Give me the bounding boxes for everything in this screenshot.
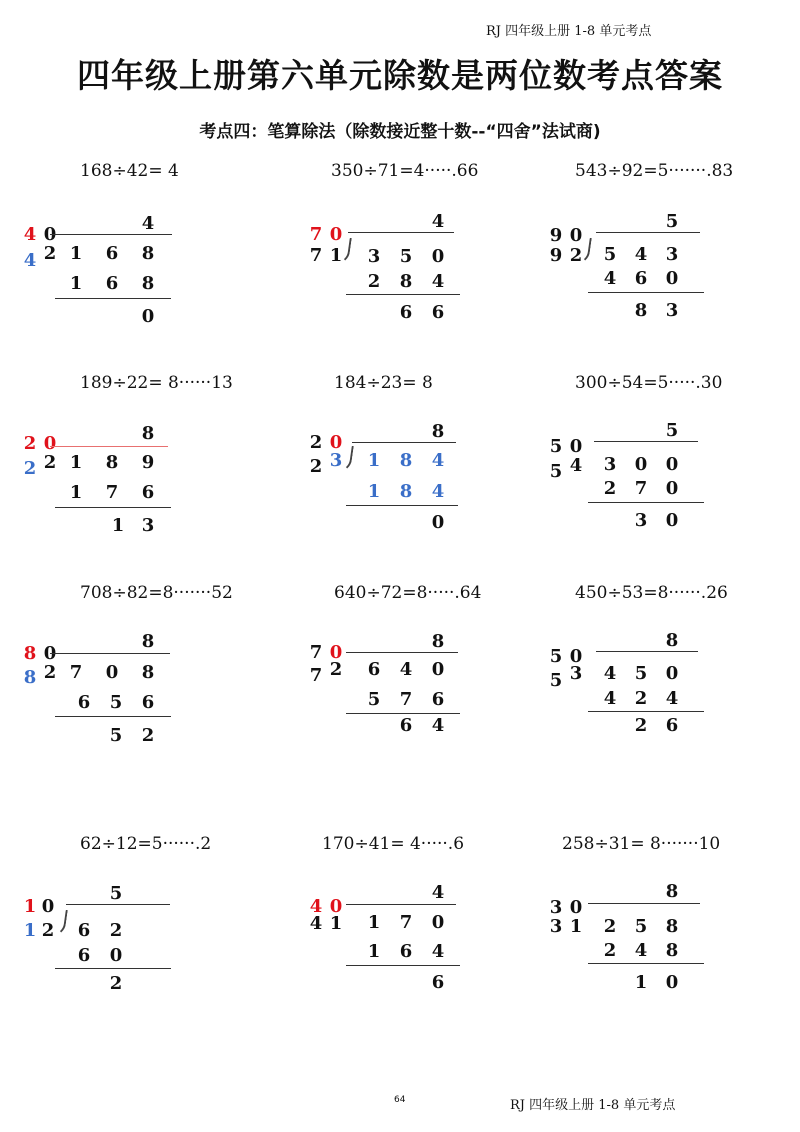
divisor-top-digit: 5 [549,436,563,457]
dividend-digit: 0 [665,454,679,475]
divisor-bottom-digit: 7 [309,245,323,266]
dividend-digit: 0 [665,663,679,684]
divisor-bottom-digit: 2 [43,662,57,683]
division-bracket [332,238,352,264]
subtraction-line [588,963,704,964]
product-digit: 2 [634,688,648,709]
remainder-digit: 3 [634,510,648,531]
dividend-digit: 8 [141,243,155,264]
subtraction-line [588,292,704,293]
divisor-top-digit: 7 [309,224,323,245]
quotient-digit: 4 [431,882,445,903]
quotient-digit: 8 [665,881,679,902]
quotient-digit: 8 [141,631,155,652]
header-label: RJ 四年级上册 1-8 单元考点 [486,24,652,39]
remainder-digit: 0 [665,972,679,993]
quotient-digit: 4 [431,211,445,232]
dividend-digit: 1 [367,450,381,471]
problem-1-equation: 168÷42= 4 [80,161,179,181]
subtraction-line [346,505,458,506]
divisor-top-digit: 0 [569,646,583,667]
product-digit: 1 [367,941,381,962]
subtraction-line [346,713,460,714]
remainder-digit: 2 [109,973,123,994]
divisor-bottom-digit: 1 [329,245,343,266]
remainder-digit: 8 [634,300,648,321]
divisor-top-digit: 0 [569,436,583,457]
remainder-digit: 6 [399,302,413,323]
subtraction-line [346,965,460,966]
problem-10-equation: 62÷12=5······.2 [80,834,212,854]
division-bar [352,442,456,443]
remainder-digit: 6 [431,972,445,993]
divisor-top-digit: 1 [23,896,37,917]
product-digit: 1 [69,482,83,503]
divisor-bottom-digit: 2 [43,452,57,473]
product-digit: 6 [77,692,91,713]
quotient-digit: 8 [141,423,155,444]
problem-4-equation: 189÷22= 8······13 [80,373,233,393]
divisor-top-digit: 4 [23,224,37,245]
product-digit: 7 [399,689,413,710]
product-digit: 6 [141,482,155,503]
product-digit: 4 [431,271,445,292]
remainder-digit: 5 [109,725,123,746]
dividend-digit: 3 [367,246,381,267]
dividend-digit: 7 [399,912,413,933]
dividend-digit: 5 [634,916,648,937]
quotient-digit: 8 [431,421,445,442]
dividend-digit: 8 [665,916,679,937]
product-digit: 0 [665,478,679,499]
dividend-digit: 7 [69,662,83,683]
dividend-digit: 3 [665,244,679,265]
divisor-bottom-digit: 9 [549,245,563,266]
dividend-digit: 9 [141,452,155,473]
divisor-bottom-digit: 1 [23,920,37,941]
remainder-digit: 3 [665,300,679,321]
problem-9-equation: 450÷53=8······.26 [575,583,728,603]
divisor-bottom-digit: 2 [43,243,57,264]
remainder-digit: 6 [431,302,445,323]
dividend-digit: 8 [399,450,413,471]
dividend-digit: 0 [431,246,445,267]
problem-11-equation: 170÷41= 4·····.6 [322,834,465,854]
subtraction-line [55,968,171,969]
division-bar [346,904,456,905]
quotient-digit: 5 [665,211,679,232]
divisor-bottom-digit: 4 [569,455,583,476]
subtraction-line [588,711,704,712]
divisor-top-digit: 8 [23,643,37,664]
product-digit: 8 [665,940,679,961]
product-digit: 1 [69,273,83,294]
page-number: 64 [394,1095,406,1105]
division-bracket [572,238,592,264]
product-digit: 8 [399,481,413,502]
remainder-digit: 6 [665,715,679,736]
divisor-top-digit: 0 [41,896,55,917]
divisor-top-digit: 7 [309,642,323,663]
remainder-digit: 0 [431,512,445,533]
dividend-digit: 4 [634,244,648,265]
page-title: 四年级上册第六单元除数是两位数考点答案 [77,56,723,95]
dividend-digit: 5 [603,244,617,265]
remainder-digit: 4 [431,715,445,736]
division-bar [50,234,172,235]
division-bar [596,232,700,233]
dividend-digit: 0 [431,912,445,933]
subtraction-line [588,502,704,503]
product-digit: 2 [603,478,617,499]
divisor-bottom-digit: 2 [23,458,37,479]
product-digit: 6 [105,273,119,294]
remainder-digit: 2 [141,725,155,746]
product-digit: 6 [634,268,648,289]
product-digit: 4 [431,941,445,962]
division-bracket [48,910,68,936]
subtraction-line [55,298,171,299]
divisor-bottom-digit: 2 [41,920,55,941]
product-digit: 4 [634,940,648,961]
remainder-digit: 1 [111,515,125,536]
product-digit: 6 [141,692,155,713]
division-bar [596,651,698,652]
dividend-digit: 6 [105,243,119,264]
subtraction-line [346,294,460,295]
product-digit: 2 [603,940,617,961]
divisor-top-digit: 0 [43,224,57,245]
product-digit: 4 [603,268,617,289]
division-bracket [334,446,354,472]
remainder-digit: 2 [634,715,648,736]
division-bar [346,652,458,653]
problem-6-equation: 300÷54=5·····.30 [575,373,723,393]
remainder-digit: 0 [141,306,155,327]
product-digit: 7 [634,478,648,499]
quotient-digit: 5 [665,420,679,441]
remainder-digit: 1 [634,972,648,993]
divisor-top-digit: 2 [309,432,323,453]
problem-2-equation: 350÷71=4·····.66 [331,161,479,181]
product-digit: 8 [141,273,155,294]
divisor-bottom-digit: 3 [549,916,563,937]
divisor-bottom-digit: 4 [309,913,323,934]
divisor-bottom-digit: 3 [569,663,583,684]
dividend-digit: 1 [69,243,83,264]
divisor-bottom-digit: 1 [329,913,343,934]
dividend-digit: 3 [603,454,617,475]
dividend-digit: 0 [105,662,119,683]
subtraction-line [55,507,171,508]
product-digit: 5 [109,692,123,713]
problem-3-equation: 543÷92=5·······.83 [575,161,734,181]
divisor-top-digit: 0 [329,896,343,917]
division-bar [594,441,698,442]
product-digit: 7 [105,482,119,503]
divisor-bottom-digit: 2 [329,659,343,680]
problem-5-equation: 184÷23= 8 [334,373,433,393]
subtraction-line [55,716,171,717]
division-bar [50,653,170,654]
page-subtitle: 考点四：笔算除法（除数接近整十数--“四舍”法试商) [199,122,601,142]
quotient-digit: 8 [431,631,445,652]
divisor-bottom-digit: 5 [549,670,563,691]
divisor-top-digit: 5 [549,646,563,667]
remainder-digit: 3 [141,515,155,536]
quotient-digit: 8 [665,630,679,651]
dividend-digit: 8 [141,662,155,683]
dividend-digit: 0 [431,659,445,680]
problem-8-equation: 640÷72=8·····.64 [334,583,482,603]
product-digit: 6 [431,689,445,710]
product-digit: 6 [77,945,91,966]
product-digit: 4 [603,688,617,709]
footer-label: RJ 四年级上册 1-8 单元考点 [510,1098,676,1113]
divisor-bottom-digit: 8 [23,667,37,688]
divisor-top-digit: 3 [549,897,563,918]
dividend-digit: 0 [634,454,648,475]
dividend-digit: 4 [603,663,617,684]
divisor-bottom-digit: 3 [329,450,343,471]
division-bar [66,904,170,905]
product-digit: 0 [109,945,123,966]
remainder-digit: 0 [665,510,679,531]
dividend-digit: 2 [109,920,123,941]
dividend-digit: 2 [603,916,617,937]
quotient-digit: 4 [141,213,155,234]
division-bar [588,903,700,904]
divisor-bottom-digit: 5 [549,461,563,482]
divisor-top-digit: 0 [569,897,583,918]
product-digit: 4 [431,481,445,502]
dividend-digit: 8 [105,452,119,473]
divisor-bottom-digit: 2 [569,245,583,266]
dividend-digit: 1 [69,452,83,473]
dividend-digit: 1 [367,912,381,933]
divisor-top-digit: 0 [43,643,57,664]
remainder-digit: 6 [399,715,413,736]
product-digit: 5 [367,689,381,710]
division-bar [348,232,454,233]
product-digit: 1 [367,481,381,502]
product-digit: 6 [399,941,413,962]
problem-12-equation: 258÷31= 8·······10 [562,834,721,854]
product-digit: 4 [665,688,679,709]
divisor-bottom-digit: 2 [309,456,323,477]
dividend-digit: 6 [367,659,381,680]
divisor-top-digit: 0 [329,432,343,453]
dividend-digit: 4 [431,450,445,471]
product-digit: 2 [367,271,381,292]
dividend-digit: 5 [399,246,413,267]
divisor-top-digit: 9 [549,225,563,246]
divisor-top-digit: 0 [329,224,343,245]
divisor-bottom-digit: 1 [569,916,583,937]
dividend-digit: 4 [399,659,413,680]
divisor-top-digit: 0 [569,225,583,246]
product-digit: 0 [665,268,679,289]
division-bar [50,446,168,447]
dividend-digit: 5 [634,663,648,684]
divisor-bottom-digit: 4 [23,250,37,271]
quotient-digit: 5 [109,883,123,904]
divisor-bottom-digit: 7 [309,665,323,686]
problem-7-equation: 708÷82=8·······52 [80,583,233,603]
divisor-top-digit: 4 [309,896,323,917]
dividend-digit: 6 [77,920,91,941]
divisor-top-digit: 0 [43,433,57,454]
product-digit: 8 [399,271,413,292]
divisor-top-digit: 0 [329,642,343,663]
divisor-top-digit: 2 [23,433,37,454]
